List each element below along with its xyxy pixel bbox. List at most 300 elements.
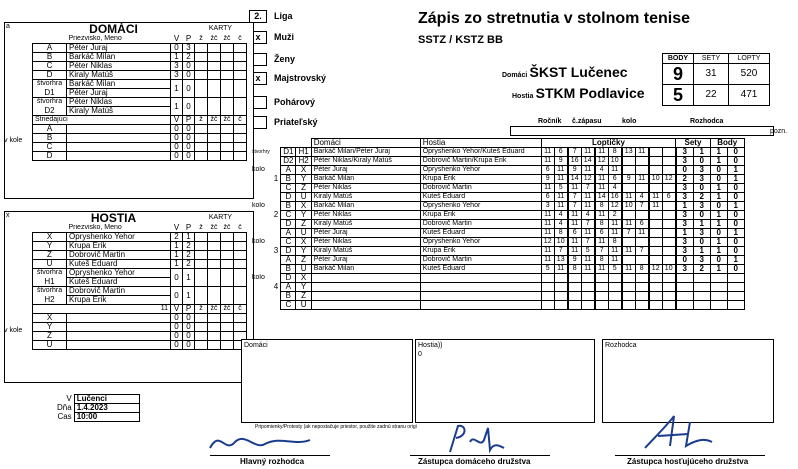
score-head-lopty: LOPTY — [729, 54, 770, 64]
match-away-code: Y — [296, 211, 311, 220]
card-cell[interactable] — [208, 44, 221, 53]
card-cell[interactable] — [221, 260, 234, 269]
ball-score-cell: 11 — [554, 166, 568, 175]
match-round-number — [272, 292, 281, 301]
card-cell[interactable] — [221, 242, 234, 251]
card-cell[interactable] — [208, 152, 221, 161]
card-cell[interactable] — [208, 314, 221, 323]
substitute-name[interactable] — [67, 314, 171, 323]
remarks-domaci-box — [241, 339, 413, 423]
doubles-label: štvorhra — [33, 269, 67, 278]
substitute-row — [33, 152, 247, 161]
doubles-player-1: Barkáč Milan — [67, 80, 171, 89]
card-cell[interactable] — [195, 134, 208, 143]
domaci_panel-head-k3: žč — [223, 35, 231, 42]
substitute-row — [33, 323, 247, 332]
card-cell[interactable] — [195, 260, 208, 269]
card-cell[interactable] — [208, 80, 221, 98]
doubles-row — [33, 80, 247, 89]
ball-score-cell: 4 — [635, 193, 649, 202]
card-cell[interactable] — [221, 143, 234, 152]
card-cell[interactable] — [208, 125, 221, 134]
player-row — [33, 251, 247, 260]
match-round-label — [250, 157, 272, 166]
substitute-losses: 0 — [183, 143, 195, 152]
ball-score-cell — [662, 157, 676, 166]
card-cell[interactable] — [234, 53, 247, 62]
point-score-cell — [710, 283, 727, 292]
substitute-code: X — [33, 314, 67, 323]
card-cell[interactable] — [234, 314, 247, 323]
substitute-name[interactable] — [67, 152, 171, 161]
ball-score-cell: 11 — [568, 211, 582, 220]
substitute-name[interactable] — [67, 323, 171, 332]
point-score-cell — [710, 301, 727, 310]
match-away-player: Krupa Erik — [420, 175, 541, 184]
player-code: B — [33, 53, 67, 62]
league-option-box-1[interactable]: x — [249, 31, 267, 44]
card-cell[interactable] — [221, 233, 234, 242]
ball-score-cell: 11 — [581, 166, 595, 175]
ball-score-cell — [622, 211, 636, 220]
match-away-code: H1 — [296, 148, 311, 157]
player-row — [33, 53, 247, 62]
ball-score-cell: 4 — [595, 166, 609, 175]
ball-score-cell: 11 — [554, 193, 568, 202]
doubles-losses: 0 — [183, 98, 195, 116]
card-cell[interactable] — [221, 314, 234, 323]
card-cell[interactable] — [221, 287, 234, 305]
point-score-cell: 0 — [727, 211, 744, 220]
card-cell[interactable] — [234, 233, 247, 242]
doubles-losses: 0 — [183, 80, 195, 98]
ball-score-cell — [622, 274, 636, 283]
card-cell[interactable] — [208, 323, 221, 332]
match-home-code: D1 — [281, 148, 296, 157]
away-team-name: STKM Podlavice — [535, 85, 645, 101]
ball-score-cell: 10 — [662, 265, 676, 274]
hostia_panel-sub-head-k4: č — [234, 305, 247, 314]
card-cell[interactable] — [221, 125, 234, 134]
match-row — [250, 274, 744, 283]
substitute-code: D — [33, 152, 67, 161]
card-cell[interactable] — [195, 143, 208, 152]
match-row — [250, 157, 744, 166]
league-option-label-0: Liga — [274, 11, 293, 21]
match-away-code: H2 — [296, 157, 311, 166]
card-cell[interactable] — [234, 80, 247, 98]
match-home-code: A — [281, 229, 296, 238]
ball-score-cell — [635, 301, 649, 310]
ball-score-cell — [662, 202, 676, 211]
card-cell[interactable] — [195, 287, 208, 305]
away-players-panel — [32, 211, 247, 350]
set-score-cell: 0 — [693, 238, 710, 247]
match-round-number: 4 — [273, 282, 279, 291]
substitute-wins: 0 — [171, 323, 183, 332]
ball-score-cell: 8 — [595, 220, 609, 229]
ball-score-cell — [662, 301, 676, 310]
signature-label-home: Zástupca domáceho družstva — [418, 457, 531, 466]
match-home-player: Barkáč Milan/Péter Juraj — [311, 148, 420, 157]
ball-score-cell: 10 — [622, 202, 636, 211]
ball-score-cell — [662, 166, 676, 175]
player-row — [33, 260, 247, 269]
ball-score-cell: 11 — [581, 265, 595, 274]
substitute-name[interactable] — [67, 143, 171, 152]
venue-dna-label: Dňa — [57, 403, 72, 412]
substitute-header — [33, 305, 171, 314]
card-cell[interactable] — [234, 98, 247, 116]
card-cell[interactable] — [195, 269, 208, 287]
card-cell[interactable] — [195, 80, 208, 98]
ball-score-cell — [541, 301, 554, 310]
point-score-cell: 1 — [727, 202, 744, 211]
match-home-code: A — [281, 166, 296, 175]
card-cell[interactable] — [221, 62, 234, 71]
match-home-player: Péter Niklas — [311, 184, 420, 193]
point-score-cell: 1 — [710, 193, 727, 202]
match-away-player: Dobrovič Martin — [420, 256, 541, 265]
match-row — [250, 175, 744, 184]
ball-score-cell: 7 — [581, 220, 595, 229]
match-away-player: Opryshenko Yehor — [420, 238, 541, 247]
ball-score-cell: 7 — [635, 247, 649, 256]
set-score-cell: 3 — [693, 229, 710, 238]
set-score-cell: 1 — [693, 220, 710, 229]
card-cell[interactable] — [221, 251, 234, 260]
ball-score-cell — [608, 283, 622, 292]
doubles-player-1: Dobrovič Martin — [67, 287, 171, 296]
doubles-wins: 1 — [171, 98, 183, 116]
card-cell[interactable] — [208, 251, 221, 260]
set-score-cell: 3 — [693, 175, 710, 184]
card-cell[interactable] — [208, 62, 221, 71]
card-cell[interactable] — [195, 323, 208, 332]
card-cell[interactable] — [221, 269, 234, 287]
match-row — [250, 265, 744, 274]
player-name: Barkáč Milan — [67, 53, 171, 62]
player-wins: 1 — [171, 242, 183, 251]
player-code: U — [33, 260, 67, 269]
match-table — [250, 138, 745, 310]
ball-score-cell — [662, 211, 676, 220]
match-round-label — [250, 283, 272, 292]
match-away-code: Z — [296, 256, 311, 265]
player-row — [33, 62, 247, 71]
card-cell[interactable] — [234, 269, 247, 287]
ball-score-cell: 9 — [568, 166, 582, 175]
card-cell[interactable] — [234, 134, 247, 143]
point-score-cell: 0 — [727, 247, 744, 256]
set-score-cell — [693, 283, 710, 292]
point-score-cell: 0 — [710, 202, 727, 211]
ball-score-cell: 6 — [662, 193, 676, 202]
substitute-name[interactable] — [67, 134, 171, 143]
match-away-player: Opryshenko Yehor — [420, 202, 541, 211]
remarks-hostia-box — [415, 339, 595, 423]
substitute-row — [33, 125, 247, 134]
point-score-cell: 1 — [727, 229, 744, 238]
card-cell[interactable] — [208, 134, 221, 143]
match-round-label: kolo — [252, 238, 265, 245]
match-home-code: D — [281, 247, 296, 256]
league-option-box-0[interactable]: 2. — [249, 10, 267, 23]
ball-score-cell: 11 — [595, 175, 609, 184]
set-score-cell: 1 — [676, 202, 694, 211]
match-away-player: Dobrovič Martin — [420, 220, 541, 229]
set-score-cell: 3 — [676, 247, 694, 256]
point-score-cell: 1 — [710, 265, 727, 274]
league-option-label-4: Pohárový — [274, 97, 316, 107]
match-away-code: U — [296, 265, 311, 274]
match-grid — [250, 138, 745, 310]
doubles-wins: 1 — [171, 80, 183, 98]
substitute-losses: 0 — [183, 125, 195, 134]
match-round-number — [272, 202, 281, 211]
card-cell[interactable] — [208, 143, 221, 152]
match-round-number — [272, 184, 281, 193]
ball-score-cell: 16 — [568, 157, 582, 166]
match-home-code: B — [281, 175, 296, 184]
player-code: Y — [33, 242, 67, 251]
match-home-player: Péter Niklas — [311, 238, 420, 247]
hostia_panel-sub-head-v: V — [171, 305, 183, 314]
card-cell[interactable] — [195, 44, 208, 53]
match-round-label — [250, 184, 272, 193]
ball-score-cell — [635, 238, 649, 247]
set-score-cell: 0 — [676, 256, 694, 265]
ball-score-cell: 5 — [581, 247, 595, 256]
match-away-code: X — [296, 166, 311, 175]
ball-score-cell — [662, 238, 676, 247]
card-cell[interactable] — [208, 233, 221, 242]
card-cell[interactable] — [208, 332, 221, 341]
card-cell[interactable] — [195, 251, 208, 260]
away-role: Hostia — [512, 93, 534, 100]
card-cell[interactable] — [195, 314, 208, 323]
card-cell[interactable] — [234, 152, 247, 161]
ball-score-cell: 11 — [581, 148, 595, 157]
domaci_panel-sub-head-k2: žč — [208, 116, 221, 125]
card-cell[interactable] — [221, 44, 234, 53]
substitute-losses: 0 — [183, 314, 195, 323]
card-cell[interactable] — [234, 287, 247, 305]
match-round-label: kolo — [252, 166, 265, 173]
player-losses: 2 — [183, 53, 195, 62]
ball-score-cell — [662, 184, 676, 193]
match-home-code: D — [281, 220, 296, 229]
doubles-label: štvorhra — [33, 98, 67, 107]
ball-score-cell: 11 — [541, 220, 554, 229]
card-cell[interactable] — [221, 53, 234, 62]
venue-cas-label: Čas — [57, 412, 72, 421]
match-home-code: B — [281, 202, 296, 211]
away-lopty: 471 — [729, 85, 770, 106]
card-cell[interactable] — [195, 152, 208, 161]
player-losses: 0 — [183, 62, 195, 71]
card-cell[interactable] — [221, 71, 234, 80]
match-away-player: Krupa Erik — [420, 247, 541, 256]
ball-score-cell — [608, 274, 622, 283]
card-cell[interactable] — [208, 269, 221, 287]
card-cell[interactable] — [234, 125, 247, 134]
ball-score-cell: 11 — [595, 238, 609, 247]
match-row — [250, 193, 744, 202]
player-losses: 0 — [183, 71, 195, 80]
card-cell[interactable] — [208, 71, 221, 80]
match-home-player: Kiraly Matúš — [311, 220, 420, 229]
player-row — [33, 44, 247, 53]
card-cell[interactable] — [234, 260, 247, 269]
player-name: Opryshenko Yehor — [67, 233, 171, 242]
card-cell[interactable] — [208, 53, 221, 62]
substitute-name[interactable] — [67, 125, 171, 134]
hostia_panel-head-k1: ž — [199, 224, 203, 231]
set-score-cell: 0 — [693, 211, 710, 220]
remarks-hostia-label: Hostia)) — [418, 342, 443, 349]
substitute-name[interactable] — [67, 332, 171, 341]
ball-score-cell — [635, 283, 649, 292]
point-score-cell: 0 — [727, 148, 744, 157]
hostia_panel-head-k4: č — [238, 224, 242, 231]
ball-score-cell: 11 — [581, 193, 595, 202]
card-cell[interactable] — [195, 62, 208, 71]
match-home-player: Péter Juraj — [311, 166, 420, 175]
card-cell[interactable] — [208, 260, 221, 269]
card-cell[interactable] — [221, 341, 234, 350]
point-score-cell: 0 — [727, 220, 744, 229]
ball-score-cell: 11 — [541, 211, 554, 220]
card-cell[interactable] — [195, 341, 208, 350]
substitute-name[interactable] — [67, 341, 171, 350]
card-cell[interactable] — [234, 251, 247, 260]
ball-score-cell: 4 — [554, 220, 568, 229]
league-option-label-2: Ženy — [274, 54, 296, 64]
match-away-player — [420, 283, 541, 292]
match-head-domaci: Domáci — [311, 139, 420, 148]
match-round-label — [250, 211, 272, 220]
substitute-losses: 0 — [183, 152, 195, 161]
player-losses: 2 — [183, 242, 195, 251]
set-score-cell — [676, 274, 694, 283]
set-score-cell — [676, 283, 694, 292]
info-row-box — [510, 126, 774, 136]
card-cell[interactable] — [221, 80, 234, 98]
card-cell[interactable] — [195, 233, 208, 242]
ball-score-cell: 12 — [649, 265, 663, 274]
match-home-code: A — [281, 283, 296, 292]
point-score-cell — [727, 283, 744, 292]
ball-score-cell: 11 — [595, 211, 609, 220]
point-score-cell: 0 — [727, 265, 744, 274]
ball-score-cell: 7 — [635, 202, 649, 211]
ball-score-cell: 10 — [608, 157, 622, 166]
card-cell[interactable] — [221, 323, 234, 332]
venue-dna-value: 1.4.2023 — [74, 404, 139, 413]
ball-score-cell: 4 — [608, 184, 622, 193]
doubles-player-2: Kiraly Matúš — [67, 107, 171, 116]
ball-score-cell — [649, 184, 663, 193]
player-name: Péter Juraj — [67, 44, 171, 53]
match-home-player — [311, 301, 420, 310]
ball-score-cell: 6 — [635, 220, 649, 229]
point-score-cell — [710, 292, 727, 301]
substitute-row — [33, 341, 247, 350]
card-cell[interactable] — [234, 62, 247, 71]
card-cell[interactable] — [234, 44, 247, 53]
away-sety: 22 — [694, 85, 729, 106]
card-cell[interactable] — [195, 98, 208, 116]
player-wins: 1 — [171, 251, 183, 260]
card-cell[interactable] — [208, 287, 221, 305]
match-round-number — [272, 166, 281, 175]
league-option-box-3[interactable]: x — [249, 72, 267, 85]
ball-score-cell — [649, 301, 663, 310]
card-cell[interactable] — [221, 152, 234, 161]
card-cell[interactable] — [221, 134, 234, 143]
ball-score-cell — [649, 247, 663, 256]
ball-score-cell — [635, 157, 649, 166]
ball-score-cell — [662, 292, 676, 301]
card-cell[interactable] — [208, 341, 221, 350]
ball-score-cell: 11 — [635, 175, 649, 184]
card-cell[interactable] — [221, 98, 234, 116]
match-head-sety: Sety — [676, 139, 711, 148]
set-score-cell: 2 — [676, 175, 694, 184]
match-home-code: C — [281, 301, 296, 310]
card-cell[interactable] — [195, 125, 208, 134]
substitute-wins: 0 — [171, 143, 183, 152]
ball-score-cell: 7 — [568, 202, 582, 211]
substitute-row — [33, 143, 247, 152]
domaci_panel-head-v: V — [173, 35, 180, 43]
card-cell[interactable] — [195, 53, 208, 62]
ball-score-cell: 12 — [662, 175, 676, 184]
ball-score-cell — [662, 229, 676, 238]
match-away-code: X — [296, 274, 311, 283]
signature-referee-icon — [205, 424, 315, 456]
match-round-label — [250, 301, 272, 310]
card-cell[interactable] — [208, 242, 221, 251]
hostia_panel-karty-label: KARTY — [208, 213, 233, 221]
ball-score-cell — [581, 301, 595, 310]
card-cell[interactable] — [234, 242, 247, 251]
card-cell[interactable] — [195, 242, 208, 251]
label-v-kole-away: v kole — [4, 327, 23, 334]
card-cell[interactable] — [221, 332, 234, 341]
substitute-code: B — [33, 134, 67, 143]
ball-score-cell: 4 — [581, 211, 595, 220]
ball-score-cell — [581, 283, 595, 292]
match-away-player: Dobrovič Martin/Krupa Erik — [420, 157, 541, 166]
ball-score-cell: 11 — [595, 265, 609, 274]
card-cell[interactable] — [208, 98, 221, 116]
ball-score-cell — [541, 283, 554, 292]
ball-score-cell: 6 — [595, 229, 609, 238]
card-cell[interactable] — [195, 71, 208, 80]
ball-score-cell: 6 — [554, 148, 568, 157]
card-cell[interactable] — [195, 332, 208, 341]
ball-score-cell: 8 — [554, 229, 568, 238]
ball-score-cell — [662, 283, 676, 292]
card-cell[interactable] — [234, 323, 247, 332]
doubles-losses: 1 — [183, 287, 195, 305]
card-cell[interactable] — [234, 71, 247, 80]
doubles-code: D1 — [33, 89, 67, 98]
card-cell[interactable] — [234, 143, 247, 152]
hostia_panel-sub-head-k2: žč — [208, 305, 221, 314]
